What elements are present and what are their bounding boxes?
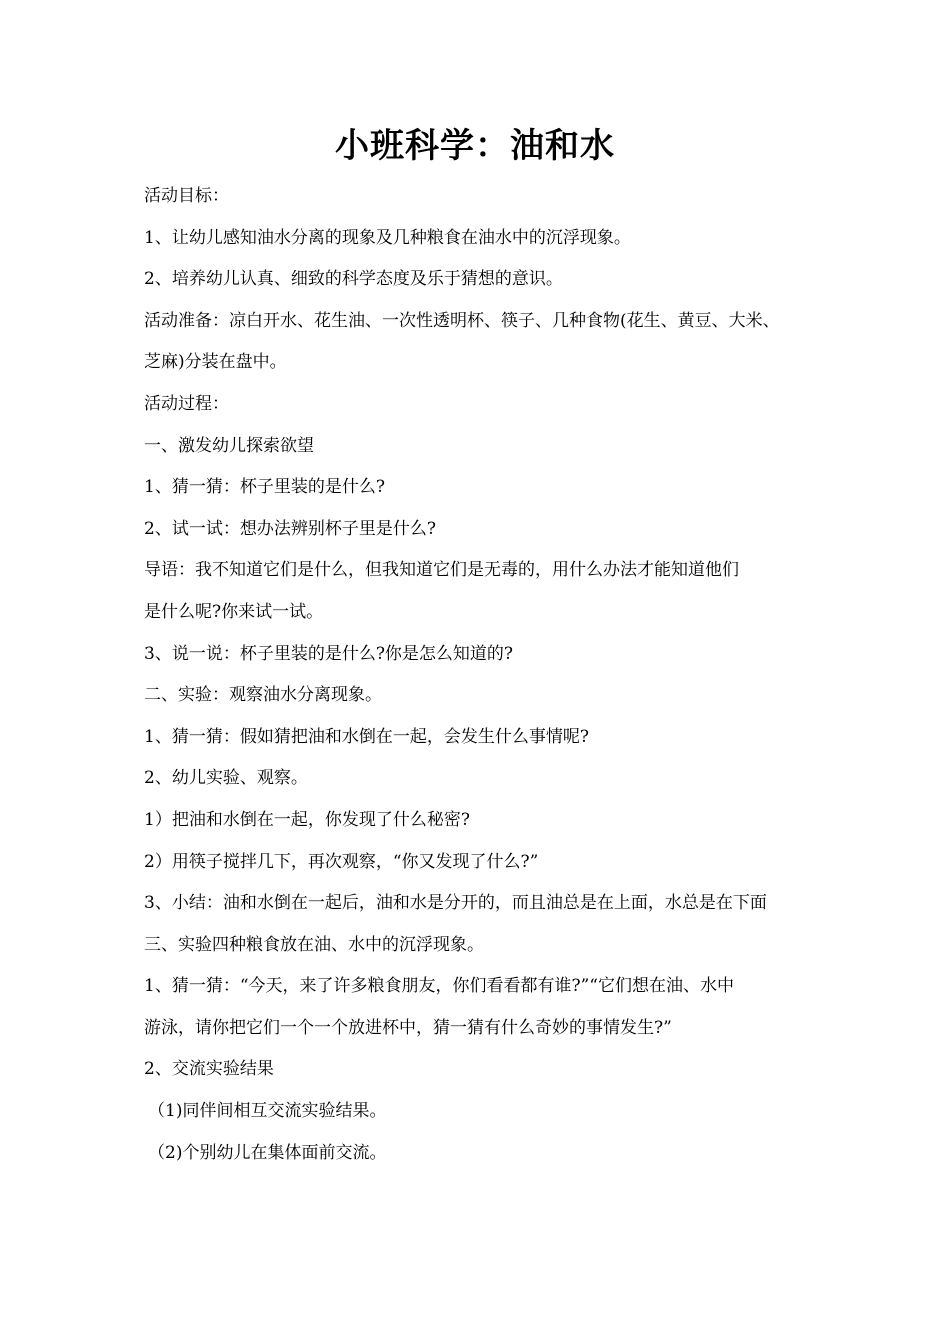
paragraph-line: 2、幼儿实验、观察。 bbox=[144, 768, 308, 789]
document-title: 小班科学：油和水 bbox=[335, 126, 615, 166]
paragraph-line: 2、试一试：想办法辨别杯子里是什么? bbox=[144, 518, 436, 539]
paragraph-line: 芝麻)分装在盘中。 bbox=[144, 352, 287, 373]
paragraph-line: 是什么呢?你来试一试。 bbox=[144, 601, 324, 622]
paragraph-line: 1、猜一猜：假如猜把油和水倒在一起，会发生什么事情呢? bbox=[144, 726, 589, 747]
paragraph-line: 2、交流实验结果 bbox=[144, 1059, 274, 1080]
paragraph-line: 活动目标： bbox=[144, 186, 229, 206]
paragraph-line: 活动过程： bbox=[144, 393, 229, 414]
paragraph-line: （2)个别幼儿在集体面前交流。 bbox=[148, 1142, 387, 1163]
document-body bbox=[144, 176, 812, 1174]
paragraph-line: 导语：我不知道它们是什么，但我知道它们是无毒的，用什么办法才能知道他们 bbox=[144, 560, 739, 581]
paragraph-line: 一、激发幼儿探索欲望 bbox=[144, 435, 314, 456]
paragraph-line: 1）把油和水倒在一起，你发现了什么秘密? bbox=[144, 809, 470, 830]
paragraph-line: （1)同伴间相互交流实验结果。 bbox=[148, 1101, 387, 1122]
paragraph-line: 2）用筷子搅拌几下，再次观察，“你又发现了什么?” bbox=[144, 851, 539, 872]
paragraph-line: 活动准备：凉白开水、花生油、一次性透明杯、筷子、几种食物(花生、黄豆、大米、 bbox=[144, 310, 780, 331]
paragraph-line: 1、猜一猜：“今天，来了许多粮食朋友，你们看看都有谁?”“它们想在油、水中 bbox=[144, 976, 735, 997]
paragraph-line: 二、实验：观察油水分离现象。 bbox=[144, 685, 382, 706]
paragraph-line: 2、培养幼儿认真、细致的科学态度及乐于猜想的意识。 bbox=[144, 269, 563, 290]
paragraph-line: 1、让幼儿感知油水分离的现象及几种粮食在油水中的沉浮现象。 bbox=[144, 227, 631, 248]
paragraph-line: 三、实验四种粮食放在油、水中的沉浮现象。 bbox=[144, 934, 484, 955]
paragraph-line: 3、小结：油和水倒在一起后，油和水是分开的，而且油总是在上面，水总是在下面 bbox=[144, 893, 767, 914]
paragraph-line: 1、猜一猜：杯子里装的是什么? bbox=[144, 477, 385, 498]
paragraph-line: 游泳，请你把它们一个一个放进杯中，猜一猜有什么奇妙的事情发生?” bbox=[144, 1017, 672, 1038]
paragraph-line: 3、说一说：杯子里装的是什么?你是怎么知道的? bbox=[144, 643, 514, 664]
